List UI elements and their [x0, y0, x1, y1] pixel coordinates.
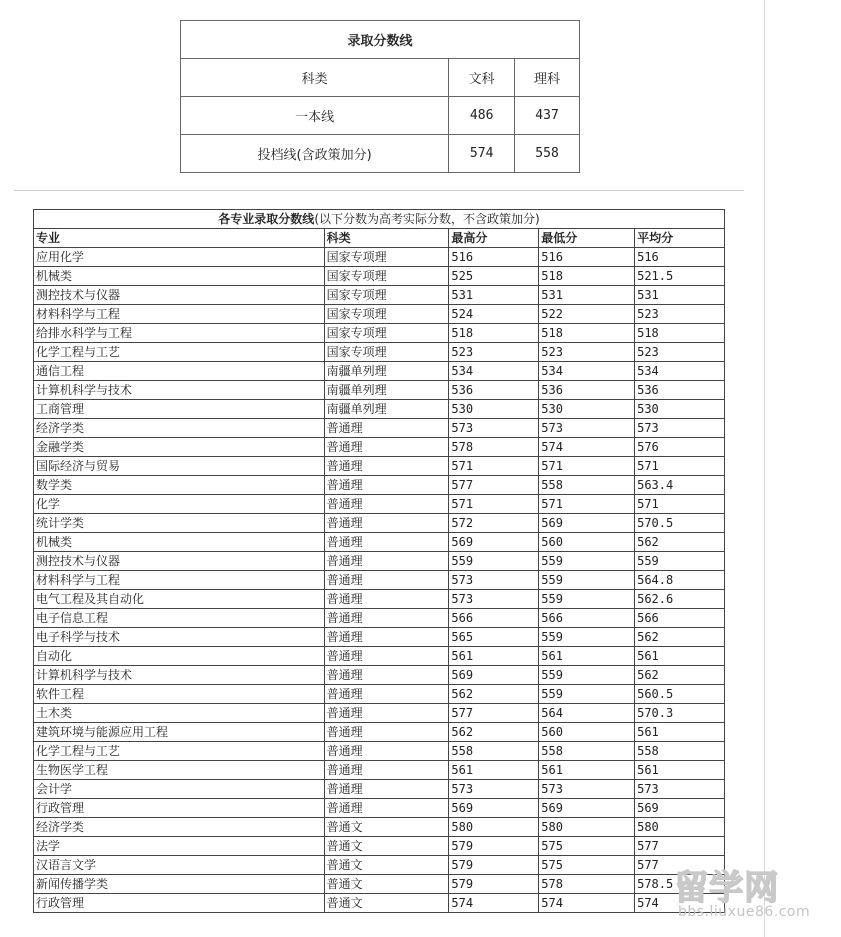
table-row [34, 400, 725, 419]
cell-category: 国家专项理 [324, 343, 449, 362]
table-row [34, 837, 725, 856]
cell-category: 国家专项理 [324, 305, 449, 324]
table-row [34, 324, 725, 343]
cell-major: 法学 [34, 837, 325, 856]
cell-min-score: 573 [539, 780, 635, 799]
cell-min-score: 560 [539, 723, 635, 742]
table-row [34, 381, 725, 400]
cell-avg-score: 560.5 [635, 685, 725, 704]
summary-header-category: 科类 [181, 59, 449, 97]
table-row [34, 647, 725, 666]
cell-major: 汉语言文学 [34, 856, 325, 875]
cell-major: 行政管理 [34, 894, 325, 913]
cell-major: 建筑环境与能源应用工程 [34, 723, 325, 742]
summary-title: 录取分数线 [181, 21, 580, 59]
table-row [34, 438, 725, 457]
summary-row-science: 437 [515, 97, 580, 135]
summary-row-arts: 574 [449, 135, 515, 173]
cell-max-score: 525 [449, 267, 539, 286]
site-watermark [674, 860, 834, 932]
table-row [34, 666, 725, 685]
cell-major: 应用化学 [34, 248, 325, 267]
table-row [34, 286, 725, 305]
cell-max-score: 578 [449, 438, 539, 457]
cell-max-score: 579 [449, 875, 539, 894]
cell-category: 南疆单列理 [324, 381, 449, 400]
cell-avg-score: 536 [635, 381, 725, 400]
cell-category: 普通理 [324, 609, 449, 628]
cell-major: 计算机科学与技术 [34, 381, 325, 400]
cell-avg-score: 570.3 [635, 704, 725, 723]
cell-major: 统计学类 [34, 514, 325, 533]
cell-max-score: 580 [449, 818, 539, 837]
summary-row [181, 97, 580, 135]
cell-min-score: 580 [539, 818, 635, 837]
cell-max-score: 565 [449, 628, 539, 647]
cell-max-score: 579 [449, 856, 539, 875]
cell-category: 普通理 [324, 533, 449, 552]
cell-min-score: 518 [539, 324, 635, 343]
cell-max-score: 572 [449, 514, 539, 533]
cell-major: 自动化 [34, 647, 325, 666]
table-row [34, 894, 725, 913]
cell-max-score: 571 [449, 495, 539, 514]
cell-major: 给排水科学与工程 [34, 324, 325, 343]
cell-avg-score: 530 [635, 400, 725, 419]
cell-major: 国际经济与贸易 [34, 457, 325, 476]
table-row [34, 571, 725, 590]
cell-max-score: 523 [449, 343, 539, 362]
cell-min-score: 559 [539, 590, 635, 609]
summary-row-arts: 486 [449, 97, 515, 135]
cell-avg-score: 573 [635, 419, 725, 438]
column-header-min-score: 最低分 [539, 229, 635, 248]
cell-max-score: 577 [449, 704, 539, 723]
table-row [34, 685, 725, 704]
watermark-logo-text: 留学网 [674, 868, 779, 908]
cell-category: 普通理 [324, 495, 449, 514]
cell-major: 土木类 [34, 704, 325, 723]
cell-major: 通信工程 [34, 362, 325, 381]
cell-category: 普通理 [324, 590, 449, 609]
cell-avg-score: 523 [635, 343, 725, 362]
cell-min-score: 571 [539, 457, 635, 476]
cell-max-score: 573 [449, 590, 539, 609]
cell-min-score: 575 [539, 856, 635, 875]
cell-category: 普通理 [324, 419, 449, 438]
cell-major: 化学工程与工艺 [34, 343, 325, 362]
cell-min-score: 571 [539, 495, 635, 514]
cell-min-score: 578 [539, 875, 635, 894]
major-table-header-row [34, 229, 725, 248]
cell-min-score: 560 [539, 533, 635, 552]
cell-avg-score: 580 [635, 818, 725, 837]
cell-avg-score: 577 [635, 856, 725, 875]
cell-avg-score: 518 [635, 324, 725, 343]
cell-min-score: 575 [539, 837, 635, 856]
cell-max-score: 561 [449, 761, 539, 780]
table-row [34, 818, 725, 837]
major-score-table [33, 209, 725, 913]
cell-min-score: 561 [539, 761, 635, 780]
cell-max-score: 518 [449, 324, 539, 343]
cell-max-score: 558 [449, 742, 539, 761]
cell-avg-score: 521.5 [635, 267, 725, 286]
cell-max-score: 561 [449, 647, 539, 666]
major-table-caption-title: 各专业录取分数线 [218, 212, 315, 226]
cell-major: 材料科学与工程 [34, 571, 325, 590]
table-row [34, 761, 725, 780]
cell-category: 普通理 [324, 761, 449, 780]
cell-min-score: 573 [539, 419, 635, 438]
cell-min-score: 530 [539, 400, 635, 419]
cell-avg-score: 558 [635, 742, 725, 761]
summary-header-arts: 文科 [449, 59, 515, 97]
cell-category: 普通理 [324, 799, 449, 818]
table-row [34, 267, 725, 286]
table-row [34, 552, 725, 571]
summary-row-science: 558 [515, 135, 580, 173]
cell-min-score: 561 [539, 647, 635, 666]
table-row [34, 305, 725, 324]
cell-min-score: 569 [539, 799, 635, 818]
cell-max-score: 569 [449, 666, 539, 685]
cell-category: 国家专项理 [324, 286, 449, 305]
cell-major: 化学 [34, 495, 325, 514]
cell-major: 金融学类 [34, 438, 325, 457]
cell-category: 普通理 [324, 438, 449, 457]
page-right-border [764, 0, 765, 937]
cell-major: 新闻传播学类 [34, 875, 325, 894]
cell-max-score: 562 [449, 723, 539, 742]
cell-category: 普通理 [324, 780, 449, 799]
cell-category: 普通理 [324, 723, 449, 742]
cell-avg-score: 571 [635, 457, 725, 476]
cell-avg-score: 577 [635, 837, 725, 856]
cell-avg-score: 562 [635, 533, 725, 552]
section-divider [14, 190, 744, 191]
cell-min-score: 564 [539, 704, 635, 723]
cell-category: 南疆单列理 [324, 400, 449, 419]
cell-major: 机械类 [34, 533, 325, 552]
summary-row [181, 135, 580, 173]
cell-avg-score: 573 [635, 780, 725, 799]
summary-row-label: 一本线 [181, 97, 449, 135]
cell-avg-score: 569 [635, 799, 725, 818]
cell-avg-score: 563.4 [635, 476, 725, 495]
table-row [34, 799, 725, 818]
cell-avg-score: 531 [635, 286, 725, 305]
cell-max-score: 577 [449, 476, 539, 495]
cell-max-score: 573 [449, 780, 539, 799]
cell-major: 化学工程与工艺 [34, 742, 325, 761]
summary-row-label: 投档线(含政策加分) [181, 135, 449, 173]
cell-min-score: 536 [539, 381, 635, 400]
cell-max-score: 516 [449, 248, 539, 267]
table-row [34, 609, 725, 628]
cell-category: 普通理 [324, 457, 449, 476]
table-row [34, 856, 725, 875]
table-row [34, 419, 725, 438]
cell-max-score: 569 [449, 533, 539, 552]
column-header-avg-score: 平均分 [635, 229, 725, 248]
cell-category: 普通理 [324, 742, 449, 761]
cell-min-score: 574 [539, 894, 635, 913]
watermark-url: bbs.liuxue86.com [678, 904, 811, 920]
cell-category: 普通理 [324, 666, 449, 685]
cell-min-score: 559 [539, 552, 635, 571]
cell-major: 数学类 [34, 476, 325, 495]
table-row [34, 723, 725, 742]
major-table-caption-note: (以下分数为高考实际分数，不含政策加分) [314, 212, 540, 226]
cell-major: 计算机科学与技术 [34, 666, 325, 685]
cell-avg-score: 578.5 [635, 875, 725, 894]
major-table-caption [34, 210, 725, 229]
cell-category: 南疆单列理 [324, 362, 449, 381]
cell-min-score: 566 [539, 609, 635, 628]
cell-min-score: 531 [539, 286, 635, 305]
cell-avg-score: 576 [635, 438, 725, 457]
cell-min-score: 558 [539, 476, 635, 495]
cell-category: 普通理 [324, 476, 449, 495]
cell-min-score: 574 [539, 438, 635, 457]
cell-major: 行政管理 [34, 799, 325, 818]
cell-avg-score: 564.8 [635, 571, 725, 590]
cell-min-score: 569 [539, 514, 635, 533]
cell-avg-score: 559 [635, 552, 725, 571]
cell-major: 测控技术与仪器 [34, 286, 325, 305]
summary-header-science: 理科 [515, 59, 580, 97]
cell-max-score: 531 [449, 286, 539, 305]
cell-avg-score: 571 [635, 495, 725, 514]
table-row [34, 590, 725, 609]
cell-min-score: 559 [539, 571, 635, 590]
cell-max-score: 571 [449, 457, 539, 476]
cell-avg-score: 562.6 [635, 590, 725, 609]
cell-max-score: 530 [449, 400, 539, 419]
cell-category: 普通文 [324, 875, 449, 894]
cell-major: 电子科学与技术 [34, 628, 325, 647]
cell-major: 测控技术与仪器 [34, 552, 325, 571]
cell-avg-score: 562 [635, 628, 725, 647]
cell-category: 普通理 [324, 628, 449, 647]
column-header-major: 专业 [34, 229, 325, 248]
cell-category: 普通理 [324, 514, 449, 533]
cell-category: 普通理 [324, 571, 449, 590]
admission-score-summary-table [180, 20, 580, 173]
cell-avg-score: 534 [635, 362, 725, 381]
cell-category: 普通理 [324, 552, 449, 571]
cell-min-score: 559 [539, 666, 635, 685]
table-row [34, 362, 725, 381]
table-row [34, 780, 725, 799]
column-header-max-score: 最高分 [449, 229, 539, 248]
cell-category: 普通理 [324, 704, 449, 723]
table-row [34, 704, 725, 723]
cell-min-score: 558 [539, 742, 635, 761]
cell-max-score: 536 [449, 381, 539, 400]
column-header-category: 科类 [324, 229, 449, 248]
table-row [34, 742, 725, 761]
table-row [34, 628, 725, 647]
cell-category: 国家专项理 [324, 324, 449, 343]
cell-avg-score: 561 [635, 723, 725, 742]
cell-avg-score: 561 [635, 761, 725, 780]
cell-avg-score: 574 [635, 894, 725, 913]
table-row [34, 248, 725, 267]
cell-category: 普通理 [324, 685, 449, 704]
cell-avg-score: 570.5 [635, 514, 725, 533]
cell-avg-score: 516 [635, 248, 725, 267]
cell-max-score: 579 [449, 837, 539, 856]
cell-category: 普通文 [324, 837, 449, 856]
cell-category: 普通文 [324, 818, 449, 837]
cell-major: 软件工程 [34, 685, 325, 704]
cell-major: 会计学 [34, 780, 325, 799]
cell-max-score: 574 [449, 894, 539, 913]
table-row [34, 476, 725, 495]
cell-max-score: 573 [449, 571, 539, 590]
cell-major: 经济学类 [34, 818, 325, 837]
cell-min-score: 523 [539, 343, 635, 362]
table-row [34, 495, 725, 514]
cell-max-score: 573 [449, 419, 539, 438]
table-row [34, 457, 725, 476]
cell-category: 国家专项理 [324, 267, 449, 286]
cell-major: 材料科学与工程 [34, 305, 325, 324]
cell-max-score: 559 [449, 552, 539, 571]
cell-avg-score: 523 [635, 305, 725, 324]
cell-min-score: 516 [539, 248, 635, 267]
cell-category: 普通理 [324, 647, 449, 666]
cell-min-score: 522 [539, 305, 635, 324]
cell-max-score: 534 [449, 362, 539, 381]
cell-category: 国家专项理 [324, 248, 449, 267]
cell-avg-score: 561 [635, 647, 725, 666]
cell-major: 经济学类 [34, 419, 325, 438]
cell-min-score: 534 [539, 362, 635, 381]
cell-max-score: 524 [449, 305, 539, 324]
table-row [34, 343, 725, 362]
cell-min-score: 559 [539, 628, 635, 647]
summary-header-row [181, 59, 580, 97]
cell-max-score: 562 [449, 685, 539, 704]
cell-avg-score: 562 [635, 666, 725, 685]
cell-category: 普通文 [324, 894, 449, 913]
cell-major: 工商管理 [34, 400, 325, 419]
cell-major: 生物医学工程 [34, 761, 325, 780]
cell-min-score: 518 [539, 267, 635, 286]
cell-major: 机械类 [34, 267, 325, 286]
table-row [34, 533, 725, 552]
table-row [34, 514, 725, 533]
cell-max-score: 569 [449, 799, 539, 818]
major-table-body [34, 248, 725, 913]
cell-major: 电子信息工程 [34, 609, 325, 628]
table-row [34, 875, 725, 894]
cell-major: 电气工程及其自动化 [34, 590, 325, 609]
cell-max-score: 566 [449, 609, 539, 628]
cell-min-score: 559 [539, 685, 635, 704]
cell-avg-score: 566 [635, 609, 725, 628]
cell-category: 普通文 [324, 856, 449, 875]
